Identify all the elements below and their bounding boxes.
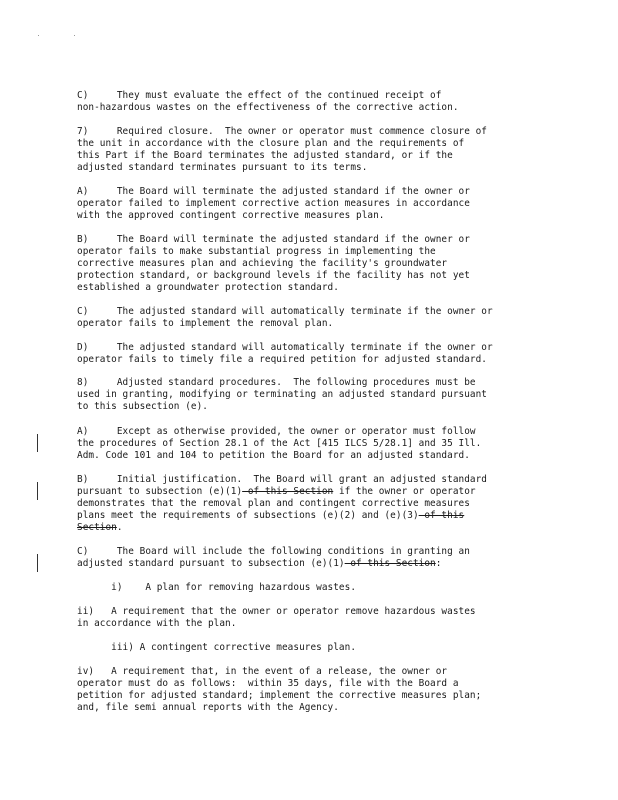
text-segment: operator fails to make substantial progress in implementing the [77, 246, 436, 257]
text-line [77, 306, 547, 318]
paragraph-c-evaluate [77, 90, 547, 114]
paragraph-b-initial [77, 474, 547, 534]
paragraph-iv-requirement [77, 666, 547, 714]
text-line [77, 90, 547, 102]
text-line [77, 474, 547, 486]
revision-bar [37, 554, 38, 572]
revision-bar [37, 434, 38, 452]
text-segment: D) The adjusted standard will automatically terminate if the owner or [77, 342, 493, 353]
text-line [77, 258, 547, 270]
text-line [77, 270, 547, 282]
deleted-text: of this Section [242, 486, 334, 497]
text-line [77, 377, 547, 389]
text-segment: 7) Required closure. The owner or operator must commence closure of [77, 126, 487, 137]
text-segment: operator failed to implement corrective action measures in accordance [77, 198, 470, 209]
text-line [77, 354, 547, 366]
text-line [77, 186, 547, 198]
text-line [77, 126, 547, 138]
text-segment: operator fails to timely file a required petition for adjusted standard. [77, 354, 487, 365]
text-segment: used in granting, modifying or terminating an adjusted standard pursuant [77, 389, 487, 400]
paragraph-b-terminate [77, 234, 547, 294]
text-segment: the procedures of Section 28.1 of the Act [415 ILCS 5/28.1] and 35 Ill. [77, 438, 482, 449]
text-line [77, 426, 547, 438]
text-line [77, 642, 547, 654]
text-segment: demonstrates that the removal plan and contingent corrective measures [77, 498, 470, 509]
text-segment: i) A plan for removing hazardous wastes. [77, 582, 357, 593]
text-segment: and, file semi annual reports with the Agency. [77, 702, 339, 713]
text-segment: . [116, 522, 123, 533]
scan-speck [74, 35, 75, 36]
text-line [77, 150, 547, 162]
text-line [77, 678, 547, 690]
deleted-text: Section [77, 522, 117, 533]
text-line [77, 450, 547, 462]
text-line [77, 606, 547, 618]
text-line [77, 342, 547, 354]
text-segment: adjusted standard pursuant to subsection (e)(1) [77, 558, 345, 569]
paragraph-ii-requirement [77, 606, 547, 630]
text-segment: non-hazardous wastes on the effectiveness of the corrective action. [77, 102, 459, 113]
paragraph-a-except [77, 426, 547, 462]
scan-speck [38, 35, 39, 36]
paragraph-i-plan [77, 582, 547, 594]
text-segment: adjusted standard terminates pursuant to its terms. [77, 162, 368, 173]
text-segment: protection standard, or background levels if the facility has not yet [77, 270, 470, 281]
text-segment: Adm. Code 101 and 104 to petition the Board for an adjusted standard. [77, 450, 470, 461]
paragraph-8-procedures [77, 377, 547, 413]
text-segment: iv) A requirement that, in the event of a release, the owner or [77, 666, 448, 677]
text-segment: 8) Adjusted standard procedures. The following procedures must be [77, 377, 476, 388]
revision-bar [37, 482, 38, 500]
text-line [77, 486, 547, 498]
text-segment: with the approved contingent corrective measures plan. [77, 210, 385, 221]
text-segment: established a groundwater protection standard. [77, 282, 339, 293]
text-line [77, 546, 547, 558]
text-line [77, 690, 547, 702]
text-segment: plans meet the requirements of subsections (e)(2) and (e)(3) [77, 510, 419, 521]
text-line [77, 246, 547, 258]
paragraph-c-conditions [77, 546, 547, 570]
text-line [77, 318, 547, 330]
text-segment: if the owner or operator [333, 486, 476, 497]
text-line [77, 510, 547, 522]
text-segment: A) Except as otherwise provided, the owner or operator must follow [77, 426, 476, 437]
text-segment: operator fails to implement the removal plan. [77, 318, 334, 329]
text-line [77, 666, 547, 678]
deleted-text: of this [418, 510, 465, 521]
paragraph-7-required-closure [77, 126, 547, 174]
text-line [77, 702, 547, 714]
paragraph-a-terminate [77, 186, 547, 222]
text-segment: in accordance with the plan. [77, 618, 237, 629]
text-segment: corrective measures plan and achieving the facility's groundwater [77, 258, 448, 269]
text-segment: B) Initial justification. The Board will grant an adjusted standard [77, 474, 487, 485]
text-line [77, 138, 547, 150]
text-segment: the unit in accordance with the closure plan and the requirements of [77, 138, 465, 149]
text-segment: C) The adjusted standard will automatically terminate if the owner or [77, 306, 493, 317]
text-segment: iii) A contingent corrective measures plan. [77, 642, 357, 653]
text-line [77, 522, 547, 534]
text-line [77, 198, 547, 210]
text-segment: : [435, 558, 442, 569]
text-segment: to this subsection (e). [77, 401, 208, 412]
text-line [77, 438, 547, 450]
text-segment: A) The Board will terminate the adjusted standard if the owner or [77, 186, 470, 197]
paragraph-iii-plan [77, 642, 547, 654]
paragraph-c-auto-terminate [77, 306, 547, 330]
paragraph-d-auto-terminate [77, 342, 547, 366]
text-segment: ii) A requirement that the owner or operator remove hazardous wastes [77, 606, 476, 617]
text-line [77, 162, 547, 174]
text-line [77, 618, 547, 630]
text-line [77, 582, 547, 594]
deleted-text: of this Section [344, 558, 436, 569]
text-line [77, 558, 547, 570]
text-line [77, 102, 547, 114]
text-segment: B) The Board will terminate the adjusted standard if the owner or [77, 234, 470, 245]
text-segment: this Part if the Board terminates the adjusted standard, or if the [77, 150, 453, 161]
text-line [77, 282, 547, 294]
text-line [77, 498, 547, 510]
text-line [77, 210, 547, 222]
text-segment: operator must do as follows: within 35 days, file with the Board a [77, 678, 459, 689]
text-segment: C) They must evaluate the effect of the continued receipt of [77, 90, 442, 101]
text-segment: petition for adjusted standard; implement the corrective measures plan; [77, 690, 482, 701]
text-segment: C) The Board will include the following conditions in granting an [77, 546, 470, 557]
text-line [77, 389, 547, 401]
text-line [77, 234, 547, 246]
text-line [77, 401, 547, 413]
text-segment: pursuant to subsection (e)(1) [77, 486, 243, 497]
